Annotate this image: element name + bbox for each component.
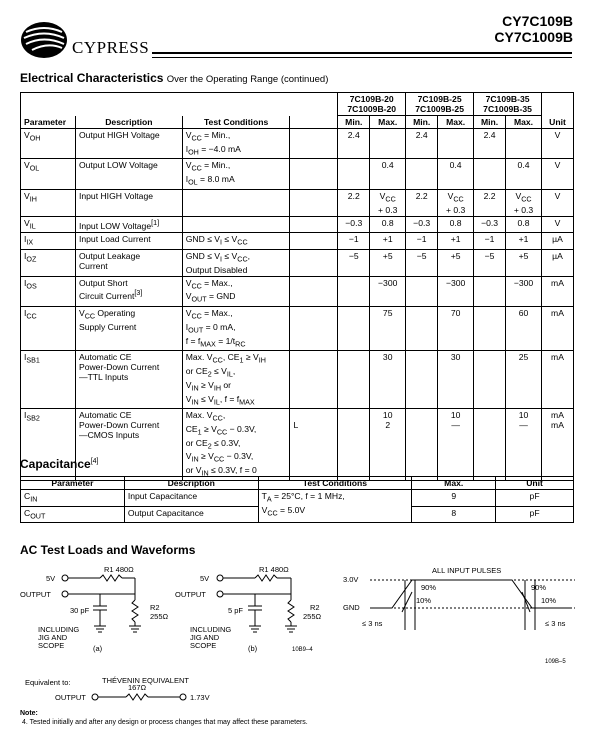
cap-desc-0: Input Capacitance bbox=[124, 490, 258, 507]
ec-extra-9: L bbox=[290, 409, 338, 481]
ec-value-5-4: −5 bbox=[474, 250, 506, 277]
cap-unit-0: pF bbox=[496, 490, 574, 507]
ec-param-0: $V_{OH}$ bbox=[21, 129, 76, 159]
part-number-2: CY7C1009B bbox=[494, 29, 573, 45]
output-label-a: OUTPUT bbox=[20, 590, 51, 599]
ec-value-2-0: 2.2 bbox=[338, 189, 370, 216]
ec-cond-0: $V_{CC}$ = Min., $I_{OH} = -4.0$ mA bbox=[182, 129, 290, 159]
r167-label: 167Ω bbox=[128, 683, 147, 692]
ec-header-min-0: Min. bbox=[338, 116, 370, 129]
output-label-b: OUTPUT bbox=[175, 590, 206, 599]
jig2-a: JIG AND bbox=[38, 633, 68, 642]
ec-value-1-1: 0.4 bbox=[370, 159, 406, 189]
ec-unit-7: mA bbox=[542, 307, 574, 351]
ec-value-6-2 bbox=[406, 276, 438, 306]
fig-a-label: (a) bbox=[93, 644, 103, 653]
ec-blank-unit-header bbox=[542, 93, 574, 116]
ec-cond-2 bbox=[182, 189, 290, 216]
cap-unit-1: pF bbox=[496, 506, 574, 523]
ec-extra-2 bbox=[290, 189, 338, 216]
jig2-b: JIG AND bbox=[190, 633, 220, 642]
electrical-characteristics-table bbox=[20, 92, 574, 481]
jig1-a: INCLUDING bbox=[38, 625, 80, 634]
ec-col-group-2: 7C109B-35 7C1009B-35 bbox=[474, 93, 542, 116]
ec-value-2-4: 2.2 bbox=[474, 189, 506, 216]
cap-header-unit: Unit bbox=[496, 477, 574, 490]
ec-heading bbox=[20, 71, 328, 85]
ec-value-8-2 bbox=[406, 351, 438, 409]
table-row bbox=[21, 276, 574, 306]
cap-header-cond: Test Conditions bbox=[258, 477, 412, 490]
ec-value-4-1: +1 bbox=[370, 233, 406, 250]
r2-value-a: 255Ω bbox=[150, 612, 169, 621]
ec-header-param: Parameter bbox=[21, 116, 76, 129]
r1-label-b: R1 480Ω bbox=[259, 565, 289, 574]
ec-value-1-0 bbox=[338, 159, 370, 189]
ec-value-2-2: 2.2 bbox=[406, 189, 438, 216]
p90-left: 90% bbox=[421, 583, 437, 592]
ec-desc-6: Output Short Circuit Current[3] bbox=[75, 276, 182, 306]
ec-cond-3 bbox=[182, 216, 290, 233]
table-row bbox=[21, 351, 574, 409]
cap-param-0: $C_{IN}$ bbox=[21, 490, 125, 507]
ec-value-2-5: $V_{CC}$ + 0.3 bbox=[506, 189, 542, 216]
ec-cond-9: Max. $V_{CC}$, $CE_1 \ge V_{CC} - 0.3V$, or $CE_2 \le 0.3V$, $V_{IN} \ge V_{CC} - 0.3V$, or $V_{IN} \le 0.3V$, f = 0 bbox=[182, 409, 290, 481]
ec-value-9-4 bbox=[474, 409, 506, 481]
ec-extra-5 bbox=[290, 250, 338, 277]
ec-extra-0 bbox=[290, 129, 338, 159]
thevenin-label: THÉVENIN EQUIVALENT bbox=[102, 676, 189, 685]
ec-value-0-5 bbox=[506, 129, 542, 159]
ec-value-7-2 bbox=[406, 307, 438, 351]
ec-unit-6: mA bbox=[542, 276, 574, 306]
jig3-a: SCOPE bbox=[38, 641, 65, 650]
ec-value-2-1: $V_{CC}$ + 0.3 bbox=[370, 189, 406, 216]
ec-value-3-3: 0.8 bbox=[438, 216, 474, 233]
ec-value-8-4 bbox=[474, 351, 506, 409]
ec-value-1-4 bbox=[474, 159, 506, 189]
ec-value-3-2: −0.3 bbox=[406, 216, 438, 233]
gnd-label: GND bbox=[343, 603, 360, 612]
r2-label-a: R2 bbox=[150, 603, 160, 612]
brand-name: CYPRESS bbox=[72, 38, 150, 57]
ec-value-5-2: −5 bbox=[406, 250, 438, 277]
ec-value-3-1: 0.8 bbox=[370, 216, 406, 233]
ac-test-loads-diagram bbox=[0, 560, 597, 710]
ec-cond-8: Max. $V_{CC}$, $CE_1 \ge V_{IH}$ or $CE_2 \le V_{IL}$, $V_{IN} \ge V_{IH}$ or $V_{IN} \le V_{IL}$, $f = f_{MAX}$ bbox=[182, 351, 290, 409]
header-rule bbox=[152, 52, 572, 54]
ec-param-9: $I_{SB2}$ bbox=[21, 409, 76, 481]
ec-value-0-1 bbox=[370, 129, 406, 159]
table-row bbox=[21, 159, 574, 189]
ec-value-5-3: +5 bbox=[438, 250, 474, 277]
ec-value-6-5: −300 bbox=[506, 276, 542, 306]
ec-cond-5: GND ≤ $V_I \le V_{CC}$, Output Disabled bbox=[182, 250, 290, 277]
ec-value-1-2 bbox=[406, 159, 438, 189]
capacitance-table bbox=[20, 476, 574, 523]
ec-header-unit: Unit bbox=[542, 116, 574, 129]
cap-max-0: 9 bbox=[412, 490, 496, 507]
cap-desc-1: Output Capacitance bbox=[124, 506, 258, 523]
v3-label: 3.0V bbox=[343, 575, 359, 584]
t3-left: ≤ 3 ns bbox=[362, 619, 383, 628]
ec-col-group-0: 7C109B-20 7C1009B-20 bbox=[338, 93, 406, 116]
ec-value-8-1: 30 bbox=[370, 351, 406, 409]
table-row bbox=[21, 129, 574, 159]
ec-value-4-0: −1 bbox=[338, 233, 370, 250]
ec-extra-8 bbox=[290, 351, 338, 409]
p10-left: 10% bbox=[416, 596, 432, 605]
ec-value-0-3 bbox=[438, 129, 474, 159]
note-4: 4. Tested initially and after any design or process changes that may affect these parameters. bbox=[22, 719, 308, 726]
ec-blank-header bbox=[21, 93, 338, 116]
table-row bbox=[21, 307, 574, 351]
fig-code-1: 10B9–4 bbox=[292, 647, 313, 653]
cap-header-row bbox=[21, 477, 574, 490]
ec-extra-4 bbox=[290, 233, 338, 250]
cap-header-max: Max. bbox=[412, 477, 496, 490]
ec-param-4: $I_{IX}$ bbox=[21, 233, 76, 250]
ec-value-2-3: $V_{CC}$ + 0.3 bbox=[438, 189, 474, 216]
ec-param-8: $I_{SB1}$ bbox=[21, 351, 76, 409]
cap-param-1: $C_{OUT}$ bbox=[21, 506, 125, 523]
ec-value-1-3: 0.4 bbox=[438, 159, 474, 189]
ec-unit-0: V bbox=[542, 129, 574, 159]
ec-unit-5: µA bbox=[542, 250, 574, 277]
ec-desc-7: $V_{CC}$ Operating Supply Current bbox=[75, 307, 182, 351]
output-label-thev: OUTPUT bbox=[55, 693, 86, 702]
ec-value-7-0 bbox=[338, 307, 370, 351]
ec-param-1: $V_{OL}$ bbox=[21, 159, 76, 189]
cap-max-1: 8 bbox=[412, 506, 496, 523]
ec-value-5-1: +5 bbox=[370, 250, 406, 277]
ec-desc-5: Output Leakage Current bbox=[75, 250, 182, 277]
ec-value-5-0: −5 bbox=[338, 250, 370, 277]
ec-value-7-5: 60 bbox=[506, 307, 542, 351]
cap-header-param: Parameter bbox=[21, 477, 125, 490]
ec-header-cond: Test Conditions bbox=[182, 116, 290, 129]
ec-value-3-4: −0.3 bbox=[474, 216, 506, 233]
ec-col-group-1: 7C109B-25 7C1009B-25 bbox=[406, 93, 474, 116]
pulses-label: ALL INPUT PULSES bbox=[432, 566, 502, 575]
r2-value-b: 255Ω bbox=[303, 612, 322, 621]
ec-unit-9: mA mA bbox=[542, 409, 574, 481]
ec-value-4-5: +1 bbox=[506, 233, 542, 250]
header-rule-thin bbox=[152, 57, 572, 58]
ec-param-7: $I_{CC}$ bbox=[21, 307, 76, 351]
ec-value-0-4: 2.4 bbox=[474, 129, 506, 159]
fig-b-label: (b) bbox=[248, 644, 258, 653]
fig-code-2: 109B–5 bbox=[545, 659, 566, 665]
ec-value-0-0: 2.4 bbox=[338, 129, 370, 159]
p10-right: 10% bbox=[541, 596, 557, 605]
cap-heading bbox=[20, 457, 99, 471]
ec-value-8-0 bbox=[338, 351, 370, 409]
ec-header-min-2: Min. bbox=[474, 116, 506, 129]
ec-header-max-2: Max. bbox=[506, 116, 542, 129]
ec-value-7-3: 70 bbox=[438, 307, 474, 351]
ec-value-9-0 bbox=[338, 409, 370, 481]
ec-header-min-1: Min. bbox=[406, 116, 438, 129]
table-row bbox=[21, 189, 574, 216]
ec-header-max-0: Max. bbox=[370, 116, 406, 129]
ec-desc-8: Automatic CE Power-Down Current —TTL Inputs bbox=[75, 351, 182, 409]
note-heading: Note: bbox=[20, 710, 38, 717]
v173-label: 1.73V bbox=[190, 693, 210, 702]
ec-value-3-0: −0.3 bbox=[338, 216, 370, 233]
ec-header-extra bbox=[290, 116, 338, 129]
ec-extra-7 bbox=[290, 307, 338, 351]
ec-unit-2: V bbox=[542, 189, 574, 216]
ac-heading: AC Test Loads and Waveforms bbox=[20, 543, 196, 557]
ec-value-6-0 bbox=[338, 276, 370, 306]
ec-value-7-1: 75 bbox=[370, 307, 406, 351]
jig1-b: INCLUDING bbox=[190, 625, 232, 634]
c30-label: 30 pF bbox=[70, 606, 90, 615]
ec-value-4-4: −1 bbox=[474, 233, 506, 250]
ec-title: Electrical Characteristics bbox=[20, 71, 164, 85]
ec-value-3-5: 0.8 bbox=[506, 216, 542, 233]
r2-label-b: R2 bbox=[310, 603, 320, 612]
ec-cond-7: $V_{CC}$ = Max., $I_{OUT} = 0$ mA, $f = f_{MAX} = 1/t_{RC}$ bbox=[182, 307, 290, 351]
ec-value-4-3: +1 bbox=[438, 233, 474, 250]
ec-group-header-row bbox=[21, 93, 574, 116]
ec-header-desc: Description bbox=[75, 116, 182, 129]
ec-subtitle: Over the Operating Range (continued) bbox=[166, 74, 329, 85]
ec-value-0-2: 2.4 bbox=[406, 129, 438, 159]
v5-label-b: 5V bbox=[200, 574, 210, 583]
ec-extra-6 bbox=[290, 276, 338, 306]
ec-desc-9: Automatic CE Power-Down Current —CMOS Inputs bbox=[75, 409, 182, 481]
ec-desc-1: Output LOW Voltage bbox=[75, 159, 182, 189]
c5-label: 5 pF bbox=[228, 606, 244, 615]
ec-unit-4: µA bbox=[542, 233, 574, 250]
p90-right: 90% bbox=[531, 583, 547, 592]
ec-desc-4: Input Load Current bbox=[75, 233, 182, 250]
ec-value-7-4 bbox=[474, 307, 506, 351]
jig3-b: SCOPE bbox=[190, 641, 217, 650]
v5-label-a: 5V bbox=[46, 574, 56, 583]
table-row bbox=[21, 216, 574, 233]
ec-header-row bbox=[21, 116, 574, 129]
cap-header-desc: Description bbox=[124, 477, 258, 490]
ec-param-2: $V_{IH}$ bbox=[21, 189, 76, 216]
ec-param-3: $V_{IL}$ bbox=[21, 216, 76, 233]
ec-extra-1 bbox=[290, 159, 338, 189]
ec-unit-1: V bbox=[542, 159, 574, 189]
table-row bbox=[21, 490, 574, 507]
ec-unit-8: mA bbox=[542, 351, 574, 409]
ec-value-5-5: +5 bbox=[506, 250, 542, 277]
ec-value-9-3: 10 — bbox=[438, 409, 474, 481]
ec-value-6-3: −300 bbox=[438, 276, 474, 306]
cap-cond: $T_A = 25^\circ C$, f = 1 MHz, $V_{CC} = 5.0V$ bbox=[258, 490, 412, 523]
ec-cond-4: GND ≤ $V_I \le V_{CC}$ bbox=[182, 233, 290, 250]
ec-value-6-4 bbox=[474, 276, 506, 306]
ec-value-9-5: 10 — bbox=[506, 409, 542, 481]
part-number-1: CY7C109B bbox=[502, 13, 573, 29]
ec-param-6: $I_{OS}$ bbox=[21, 276, 76, 306]
ec-unit-3: V bbox=[542, 216, 574, 233]
ec-extra-3 bbox=[290, 216, 338, 233]
ec-value-6-1: −300 bbox=[370, 276, 406, 306]
cap-note-ref: [4] bbox=[90, 458, 99, 465]
ec-value-9-2 bbox=[406, 409, 438, 481]
part-numbers bbox=[494, 13, 573, 45]
ec-desc-0: Output HIGH Voltage bbox=[75, 129, 182, 159]
ec-desc-2: Input HIGH Voltage bbox=[75, 189, 182, 216]
ec-desc-3: Input LOW Voltage[1] bbox=[75, 216, 182, 233]
cap-title: Capacitance bbox=[20, 457, 91, 471]
table-row bbox=[21, 250, 574, 277]
ec-header-max-1: Max. bbox=[438, 116, 474, 129]
ec-value-8-3: 30 bbox=[438, 351, 474, 409]
ec-cond-1: $V_{CC}$ = Min., $I_{OL} = 8.0$ mA bbox=[182, 159, 290, 189]
equiv-label: Equivalent to: bbox=[25, 678, 71, 687]
ec-cond-6: $V_{CC}$ = Max., $V_{OUT}$ = GND bbox=[182, 276, 290, 306]
ec-value-9-1: 10 2 bbox=[370, 409, 406, 481]
ec-value-4-2: −1 bbox=[406, 233, 438, 250]
table-row bbox=[21, 409, 574, 481]
t3-right: ≤ 3 ns bbox=[545, 619, 566, 628]
ec-param-5: $I_{OZ}$ bbox=[21, 250, 76, 277]
table-row bbox=[21, 233, 574, 250]
ec-value-1-5: 0.4 bbox=[506, 159, 542, 189]
r1-label-a: R1 480Ω bbox=[104, 565, 134, 574]
ec-value-8-5: 25 bbox=[506, 351, 542, 409]
